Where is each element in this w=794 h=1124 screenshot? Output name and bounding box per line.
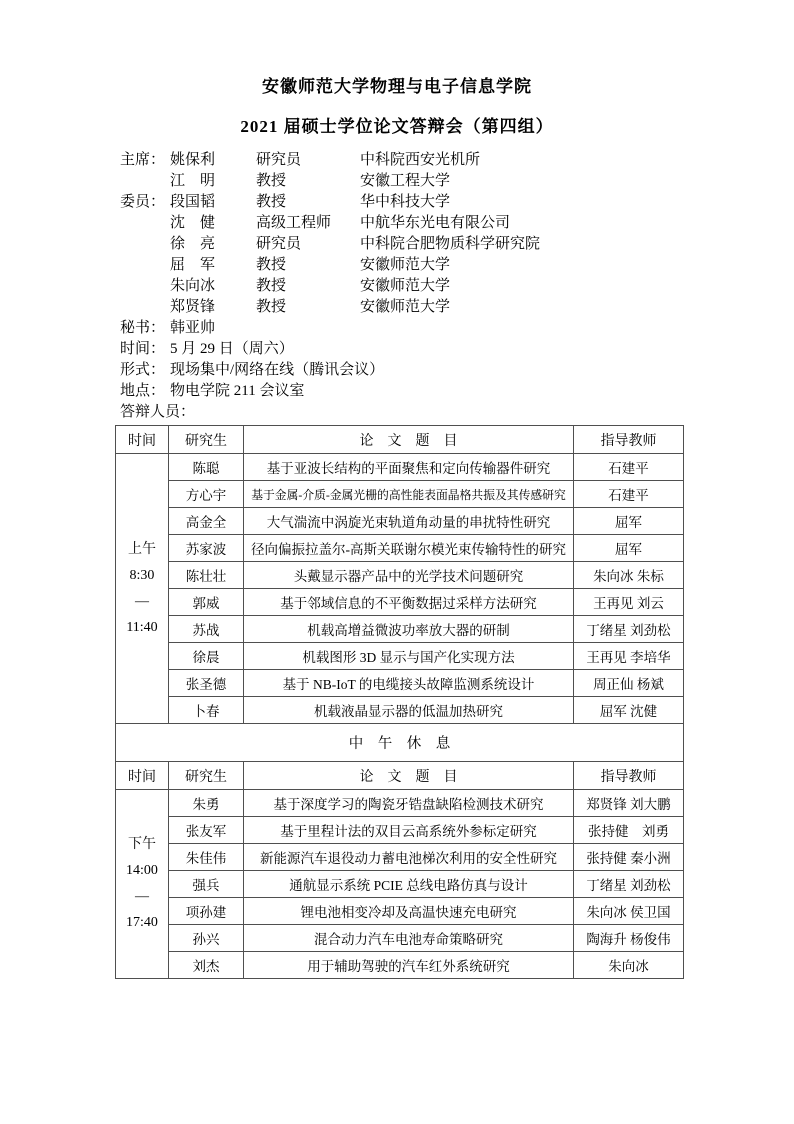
committee-row bbox=[120, 171, 794, 192]
thesis-title: 基于亚波长结构的平面聚焦和定向传输器件研究 bbox=[244, 454, 574, 481]
header-time: 时间 bbox=[116, 426, 169, 454]
session-end-time: 11:40 bbox=[126, 619, 158, 635]
committee-member-org: 安徽师范大学 bbox=[360, 278, 451, 294]
info-label: 地点： bbox=[120, 383, 166, 399]
info-row-date bbox=[120, 339, 794, 360]
thesis-title: 机载高增益微波功率放大器的研制 bbox=[244, 616, 574, 643]
committee-row bbox=[120, 276, 794, 297]
info-value: 5 月 29 日（周六） bbox=[170, 341, 294, 357]
advisor-names: 屈军 bbox=[574, 535, 684, 562]
thesis-title: 通航显示系统 PCIE 总线电路仿真与设计 bbox=[244, 871, 574, 898]
committee-role-label bbox=[120, 213, 170, 234]
info-label: 时间： bbox=[120, 341, 166, 357]
student-name: 孙兴 bbox=[169, 925, 244, 952]
committee-member-title: 教授 bbox=[256, 257, 287, 273]
student-name: 朱勇 bbox=[169, 790, 244, 817]
advisor-names: 郑贤锋 刘大鹏 bbox=[574, 790, 684, 817]
student-name: 卜春 bbox=[169, 697, 244, 724]
table-row bbox=[116, 481, 684, 508]
thesis-title: 锂电池相变冷却及高温快速充电研究 bbox=[244, 898, 574, 925]
committee-member-name: 朱向冰 bbox=[170, 278, 216, 294]
header-thesis-title: 论 文 题 目 bbox=[244, 426, 574, 454]
student-name: 高金全 bbox=[169, 508, 244, 535]
thesis-title: 大气湍流中涡旋光束轨道角动量的串扰特性研究 bbox=[244, 508, 574, 535]
info-label: 秘书： bbox=[120, 320, 166, 336]
thesis-title: 机载液晶显示器的低温加热研究 bbox=[244, 697, 574, 724]
advisor-names: 石建平 bbox=[574, 454, 684, 481]
thesis-title: 头戴显示器产品中的光学技术问题研究 bbox=[244, 562, 574, 589]
committee-member-name: 沈 健 bbox=[170, 215, 216, 231]
document-subtitle: 2021 届硕士学位论文答辩会（第四组） bbox=[240, 117, 554, 136]
advisor-names: 丁绪星 刘劲松 bbox=[574, 616, 684, 643]
committee-role-label bbox=[120, 276, 170, 297]
committee-member-title: 研究员 bbox=[256, 152, 302, 168]
committee-member-title: 高级工程师 bbox=[256, 215, 332, 231]
committee-member-org: 华中科技大学 bbox=[360, 194, 451, 210]
advisor-names: 王再见 刘云 bbox=[574, 589, 684, 616]
student-name: 朱佳伟 bbox=[169, 844, 244, 871]
committee-member-title: 教授 bbox=[256, 299, 287, 315]
committee-member-org: 中科院合肥物质科学研究院 bbox=[360, 236, 541, 252]
table-row bbox=[116, 844, 684, 871]
student-name: 苏家波 bbox=[169, 535, 244, 562]
info-value bbox=[170, 402, 794, 423]
student-name: 方心宇 bbox=[169, 481, 244, 508]
thesis-title: 基于里程计法的双目云高系统外参标定研究 bbox=[244, 817, 574, 844]
advisor-names: 张持健 刘勇 bbox=[574, 817, 684, 844]
committee-role-label bbox=[120, 171, 170, 192]
committee-member-org: 安徽师范大学 bbox=[360, 299, 451, 315]
thesis-title: 基于 NB-IoT 的电缆接头故障监测系统设计 bbox=[244, 670, 574, 697]
thesis-title: 基于深度学习的陶瓷牙锆盘缺陷检测技术研究 bbox=[244, 790, 574, 817]
advisor-names: 屈军 沈健 bbox=[574, 697, 684, 724]
table-row bbox=[116, 817, 684, 844]
table-row bbox=[116, 697, 684, 724]
committee-row bbox=[120, 255, 794, 276]
session-start-time: 8:30 bbox=[129, 567, 155, 583]
info-label: 形式： bbox=[120, 362, 166, 378]
advisor-names: 朱向冰 侯卫国 bbox=[574, 898, 684, 925]
thesis-title: 混合动力汽车电池寿命策略研究 bbox=[244, 925, 574, 952]
info-row-defenders bbox=[120, 402, 794, 423]
committee-row bbox=[120, 213, 794, 234]
committee-role-label bbox=[120, 255, 170, 276]
student-name: 强兵 bbox=[169, 871, 244, 898]
committee-member-org: 中航华东光电有限公司 bbox=[360, 215, 511, 231]
advisor-names: 丁绪星 刘劲松 bbox=[574, 871, 684, 898]
student-name: 郭威 bbox=[169, 589, 244, 616]
thesis-title: 径向偏振拉盖尔-高斯关联谢尔模光束传输特性的研究 bbox=[244, 535, 574, 562]
session-end-time: 17:40 bbox=[126, 915, 158, 930]
committee-member-org: 安徽工程大学 bbox=[360, 173, 451, 189]
header-student: 研究生 bbox=[169, 426, 244, 454]
info-row-format bbox=[120, 360, 794, 381]
table-row bbox=[116, 670, 684, 697]
student-name: 张友军 bbox=[169, 817, 244, 844]
table-row bbox=[116, 898, 684, 925]
info-value: 韩亚帅 bbox=[170, 320, 216, 336]
table-row bbox=[116, 790, 684, 817]
advisor-names: 屈军 bbox=[574, 508, 684, 535]
header-thesis-title: 论 文 题 目 bbox=[244, 762, 574, 790]
committee-role-label: 主席： bbox=[120, 152, 166, 168]
committee-row bbox=[120, 150, 794, 171]
thesis-title: 用于辅助驾驶的汽车红外系统研究 bbox=[244, 952, 574, 979]
advisor-names: 陶海升 杨俊伟 bbox=[574, 925, 684, 952]
advisor-names: 朱向冰 bbox=[574, 952, 684, 979]
info-value: 物电学院 211 会议室 bbox=[170, 383, 305, 399]
student-name: 刘杰 bbox=[169, 952, 244, 979]
committee-row bbox=[120, 234, 794, 255]
table-row bbox=[116, 562, 684, 589]
student-name: 苏战 bbox=[169, 616, 244, 643]
document-title: 安徽师范大学物理与电子信息学院 bbox=[262, 77, 532, 96]
table-row bbox=[116, 535, 684, 562]
info-value: 现场集中/网络在线（腾讯会议） bbox=[170, 362, 385, 378]
thesis-title: 机载图形 3D 显示与国产化实现方法 bbox=[244, 643, 574, 670]
table-header-row bbox=[116, 762, 684, 790]
table-row bbox=[116, 643, 684, 670]
student-name: 陈壮壮 bbox=[169, 562, 244, 589]
table-row bbox=[116, 508, 684, 535]
time-dash: — bbox=[135, 889, 149, 904]
student-name: 张圣德 bbox=[169, 670, 244, 697]
committee-member-title: 教授 bbox=[256, 194, 287, 210]
header-advisor: 指导教师 bbox=[574, 762, 684, 790]
committee-member-org: 安徽师范大学 bbox=[360, 257, 451, 273]
thesis-title: 基于金属-介质-金属光栅的高性能表面晶格共振及其传感研究 bbox=[244, 481, 574, 508]
session-start-time: 14:00 bbox=[126, 863, 158, 878]
advisor-names: 王再见 李培华 bbox=[574, 643, 684, 670]
advisor-names: 石建平 bbox=[574, 481, 684, 508]
info-row-secretary bbox=[120, 318, 794, 339]
student-name: 项孙建 bbox=[169, 898, 244, 925]
table-row bbox=[116, 589, 684, 616]
committee-row bbox=[120, 297, 794, 318]
info-row-location bbox=[120, 381, 794, 402]
committee-member-name: 屈 军 bbox=[170, 257, 216, 273]
committee-member-name: 姚保利 bbox=[170, 152, 216, 168]
table-row bbox=[116, 454, 684, 481]
thesis-title: 新能源汽车退役动力蓄电池梯次利用的安全性研究 bbox=[244, 844, 574, 871]
header-time: 时间 bbox=[116, 762, 169, 790]
student-name: 徐晨 bbox=[169, 643, 244, 670]
morning-session-time-cell bbox=[116, 454, 169, 724]
table-header-row bbox=[116, 426, 684, 454]
student-name: 陈聪 bbox=[169, 454, 244, 481]
committee-member-name: 徐 亮 bbox=[170, 236, 216, 252]
lunch-break-row bbox=[116, 724, 684, 762]
table-row bbox=[116, 925, 684, 952]
table-row bbox=[116, 616, 684, 643]
advisor-names: 朱向冰 朱标 bbox=[574, 562, 684, 589]
committee-role-label: 委员： bbox=[120, 194, 166, 210]
committee-list bbox=[120, 150, 794, 423]
table-row bbox=[116, 871, 684, 898]
committee-member-title: 教授 bbox=[256, 173, 287, 189]
committee-role-label bbox=[120, 297, 170, 318]
committee-row bbox=[120, 192, 794, 213]
committee-member-name: 段国韬 bbox=[170, 194, 216, 210]
committee-member-name: 郑贤锋 bbox=[170, 299, 216, 315]
lunch-break-label: 中 午 休 息 bbox=[116, 724, 684, 762]
table-row bbox=[116, 952, 684, 979]
committee-role-label bbox=[120, 234, 170, 255]
committee-member-title: 研究员 bbox=[256, 236, 302, 252]
committee-member-title: 教授 bbox=[256, 278, 287, 294]
advisor-names: 周正仙 杨斌 bbox=[574, 670, 684, 697]
header-advisor: 指导教师 bbox=[574, 426, 684, 454]
thesis-title: 基于邻域信息的不平衡数据过采样方法研究 bbox=[244, 589, 574, 616]
committee-member-name: 江 明 bbox=[170, 173, 216, 189]
info-label: 答辩人员： bbox=[120, 404, 196, 420]
committee-member-org: 中科院西安光机所 bbox=[360, 152, 481, 168]
defense-schedule-table bbox=[115, 425, 684, 979]
session-period: 下午 bbox=[128, 837, 156, 852]
header-student: 研究生 bbox=[169, 762, 244, 790]
time-dash: — bbox=[135, 593, 149, 609]
advisor-names: 张持健 秦小洲 bbox=[574, 844, 684, 871]
session-period: 上午 bbox=[128, 541, 156, 557]
afternoon-session-time-cell bbox=[116, 790, 169, 979]
